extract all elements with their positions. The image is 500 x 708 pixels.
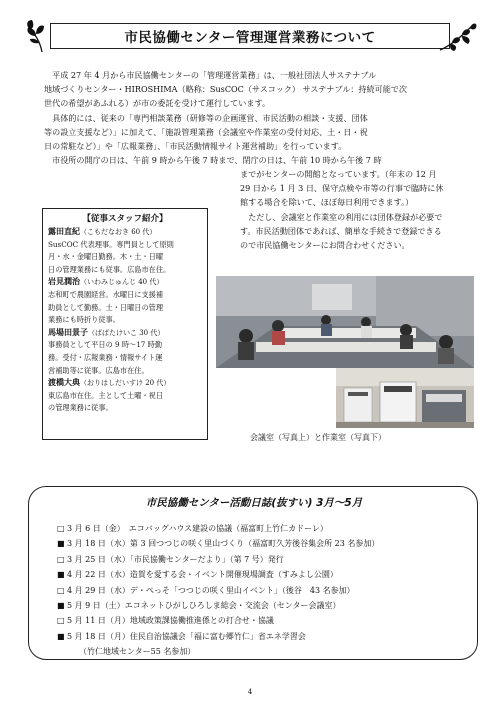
intro-line: 日の常駐など）」や「広報業務」、「市民活動情報サイト運営補助」を行っています。 bbox=[44, 141, 347, 152]
staff-introduction-box bbox=[42, 208, 208, 440]
staff-desc: 東広島市在住。主として土曜・祝日 bbox=[48, 390, 164, 400]
list-item bbox=[57, 644, 379, 659]
bullet-square-icon: □ bbox=[57, 524, 65, 533]
staff-name: 馬場田景子 bbox=[48, 327, 88, 337]
staff-name: 岩見潤治 bbox=[48, 277, 80, 287]
photo-caption: 会議室（写真上）と作業室（写真下） bbox=[250, 433, 386, 442]
staff-desc: 務。受付・広報業務・情報サイト運 bbox=[48, 352, 163, 362]
bullet-square-icon: ■ bbox=[57, 631, 65, 641]
staff-desc: 月・水・金曜日勤務。木・土・日曜 bbox=[48, 252, 164, 262]
bullet-square-icon: □ bbox=[57, 554, 65, 564]
title-banner bbox=[22, 14, 478, 54]
title-box bbox=[50, 23, 450, 49]
hours-line: までがセンターの開館となっています。（年末の 12 月 bbox=[240, 169, 437, 179]
activity-log-list bbox=[57, 521, 379, 660]
staff-member bbox=[48, 327, 202, 377]
meeting-room-photo bbox=[216, 276, 474, 368]
intro-line: 世代の希望があふれる）が市の委託を受けて運行しています。 bbox=[44, 98, 270, 109]
activity-log-box bbox=[28, 486, 478, 660]
intro-text bbox=[44, 68, 474, 167]
staff-desc: 志和町で農園経営。水曜日に支援補 bbox=[48, 289, 164, 299]
staff-member bbox=[48, 226, 202, 276]
log-entry-text: 3 月 18 日（水）第 3 回つつじの咲く里山づくり（福富町久芳後谷集会所 23 名参加） bbox=[67, 539, 380, 549]
list-item bbox=[57, 521, 379, 536]
bullet-square-icon: ■ bbox=[57, 570, 65, 580]
log-entry-text: 5 月 9 日（土）エコネットひがしひろしま総会・交流会（センター会議室） bbox=[67, 601, 341, 611]
page-number: 4 bbox=[247, 688, 253, 696]
bullet-square-icon: □ bbox=[57, 616, 65, 626]
list-item bbox=[57, 583, 379, 598]
staff-kana: （こもだなおき 60 代） bbox=[80, 228, 157, 236]
leaf-decoration-right-icon bbox=[436, 20, 478, 56]
list-item bbox=[57, 629, 379, 644]
log-entry-text: （竹仁地域センター55 名参加） bbox=[67, 647, 196, 657]
intro-line: 等の設立支援など）」に加えて、「施設管理業務（会議室や作業室の受付対応、土・日・祝 bbox=[44, 126, 368, 137]
list-item bbox=[57, 567, 379, 582]
list-item bbox=[57, 536, 379, 551]
log-entry-text: 4 月 22 日（水）造賀を愛する会・イベント開催現場調査（すみよし公園） bbox=[67, 570, 338, 580]
staff-member bbox=[48, 276, 202, 326]
hours-line: 29 日から 1 月 3 日、保守点検や市等の行事で臨時に休 bbox=[240, 183, 444, 194]
intro-line: 平成 27 年 4 月から市民協働センターの「管理運営業務」は、一般社団法人サステナブル bbox=[52, 70, 377, 80]
staff-desc: 事務員として平日の 9 時〜17 時勤 bbox=[48, 340, 163, 350]
intro-line: 市役所の開庁の日は、午前 9 時から午後 7 時まで、閉庁の日は、午前 10 時から午後 7 時 bbox=[52, 155, 382, 166]
list-item bbox=[57, 552, 379, 567]
staff-name: 露田直紀 bbox=[48, 227, 80, 236]
staff-kana: （ばばたけいこ 30 代） bbox=[88, 328, 165, 337]
bullet-square-icon: □ bbox=[57, 585, 65, 595]
hours-text bbox=[240, 167, 476, 252]
bullet-square-icon: ■ bbox=[57, 539, 65, 549]
log-entry-text: 5 月 11 日（月）地域政策課協働推進係との打合せ・協議 bbox=[67, 616, 274, 626]
log-entry-text: 5 月 18 日（月）住民自治協議会「福に富む郷竹仁」省エネ学習会 bbox=[67, 631, 306, 641]
bullet-square-icon: ■ bbox=[57, 601, 65, 611]
staff-desc: 日の管理業務にも従事。広島市在住。 bbox=[48, 264, 171, 274]
list-item bbox=[57, 613, 379, 628]
hours-line: す。市民活動団体であれば、簡単な手続きで登録できる bbox=[240, 225, 442, 236]
staff-name: 渡橋大典 bbox=[48, 378, 80, 388]
staff-desc: SusCOC 代表理事。専門員として原則 bbox=[48, 239, 174, 249]
hours-line: ただし、会議室と作業室の利用には団体登録が必要で bbox=[248, 211, 443, 222]
hours-line: ので市民協働センターにお問合わせください。 bbox=[240, 240, 410, 251]
staff-desc: の管理業務に従事。 bbox=[48, 403, 113, 413]
log-entry-text: 4 月 29 日（水）デ・ぺっそ「つつじの咲く里山イベント」（後谷 43 名参加） bbox=[67, 585, 355, 595]
work-room-photo bbox=[336, 368, 474, 428]
hours-line: 館する場合を除いて、ほぼ毎日利用できます。） bbox=[240, 197, 414, 208]
staff-desc: 業務にも時折り従事。 bbox=[48, 315, 120, 325]
staff-heading: 【従事スタッフ紹介】 bbox=[82, 214, 168, 224]
staff-kana: （いわみじゅんじ 40 代） bbox=[80, 278, 164, 287]
staff-kana: （おりはしだいすけ 20 代） bbox=[80, 379, 171, 388]
page-title: 市民協働センター管理運営業務について bbox=[124, 30, 376, 46]
log-entry-text: 3 月 25 日（水）「市民協働センターだより」（第 7 号）発行 bbox=[67, 554, 284, 564]
staff-member bbox=[48, 377, 202, 415]
staff-desc: 営補助等に従事。広島市在住。 bbox=[48, 365, 149, 375]
list-item bbox=[57, 598, 379, 613]
staff-desc: 助員として勤務。土・日曜日の管理 bbox=[48, 302, 164, 312]
intro-line: 地域づくりセンター・HIROSHIMA（略称：SusCOC（サスコック） サステナブル：持続可能で次 bbox=[44, 84, 407, 95]
intro-line: 具体的には、従来の「専門相談業務（研修等の企画運営、市民活動の相談・支援、団体 bbox=[52, 112, 368, 123]
log-entry-text: 3 月 6 日（金） エコバッグハウス建設の協議（福富町上竹仁カドーレ） bbox=[67, 524, 328, 533]
activity-log-title: 市民協働センター活動日誌(抜すい) 3月～5月 bbox=[145, 497, 363, 509]
